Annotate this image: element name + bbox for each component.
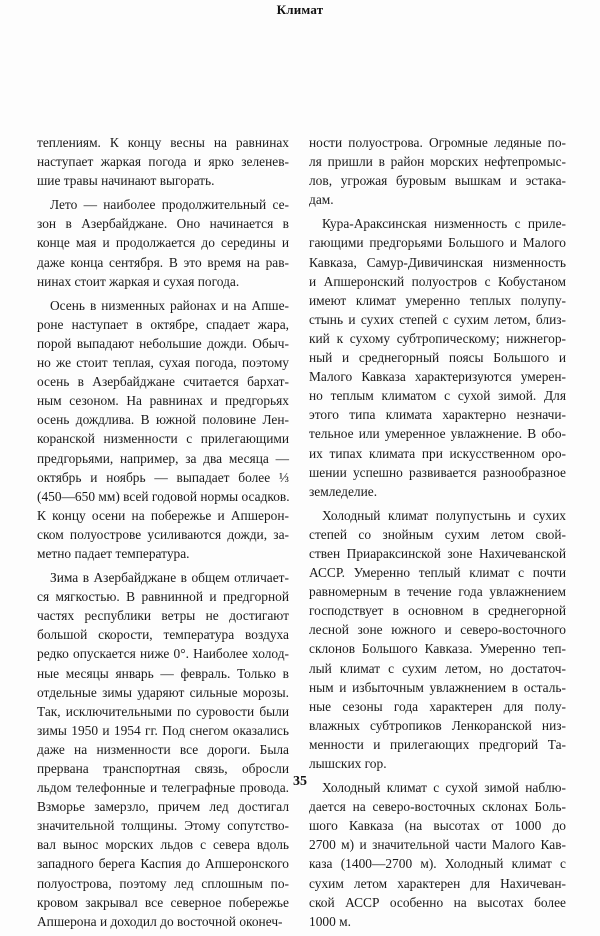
text-line: даже конца сентября. В это время на рав- (37, 254, 289, 270)
text-line: лов, угрожая буровым вышкам и эстака- (309, 173, 566, 189)
text-line: земледелие. (309, 483, 378, 499)
paragraph (37, 133, 289, 190)
text-line: ском полуострове усиливаются дожди, за- (37, 526, 289, 542)
text-line: полуострова, поэтому лед сплошным по- (37, 875, 289, 891)
text-line: менности и прилегающих предгорий Та- (309, 736, 566, 752)
text-line: Холодный климат полупустынь и сухих (322, 507, 566, 523)
text-line: большой скорости, температура воздуха (37, 627, 289, 643)
text-line: нинах стоит жаркая и сухая погода. (37, 273, 240, 289)
text-line: ные сезоны года характерен для полу- (309, 698, 566, 714)
text-line: шие травы начинают выгорать. (37, 173, 215, 189)
text-line: ся мягкостью. В равнинной и предгорной (37, 589, 289, 605)
text-line: стынь и сухих степей с сухим летом, близ- (309, 311, 566, 327)
text-line: влажных субтропиков Ленкоранской низ- (309, 717, 566, 733)
text-line: склонов Большого Кавказа. Умеренно теп- (309, 641, 566, 657)
text-line: наступает жаркая погода и ярко зеленев- (37, 154, 289, 170)
text-line: этого типа климата характерно незначи- (309, 407, 566, 423)
text-line: западного берега Каспия до Апшеронского (37, 856, 289, 872)
text-line: вал вынос морских льдов с севера вдоль (37, 837, 289, 853)
text-line: Зима в Азербайджане в общем отличает- (50, 570, 289, 586)
text-line: кий к сухому субтропическому; нижнегор- (309, 330, 566, 346)
text-line: даже на низменности все дороги. Была (37, 741, 289, 757)
text-line: тельное или умеренное увлажнение. В обо- (309, 426, 566, 442)
paragraph (309, 214, 566, 500)
text-line: АССР. Умеренно теплый климат с почти (309, 565, 566, 581)
text-line: лышских гор. (309, 756, 387, 771)
text-line: Кура-Араксинская низменность с приле- (322, 216, 566, 232)
text-line: Так, исключительными по суровости были (37, 703, 289, 719)
left-column (37, 133, 289, 936)
text-line: Апшерона и доходил до восточной оконеч- (37, 913, 283, 929)
text-line: лесной зоне южного и северо-восточного (309, 622, 566, 638)
text-line: Холодный климат с сухой зимой наблю- (322, 780, 566, 796)
text-line: Взморье замерзло, причем лед достигал (37, 799, 289, 815)
text-line: гающими предгорьями Большого и Малого (309, 235, 566, 251)
text-line: шого Кавказа (на высотах от 1000 до (309, 818, 566, 834)
text-line: сухим летом характерен для Нахичеван- (309, 875, 566, 891)
text-line: октябрь и ноябрь — выпадает более ⅓ (37, 469, 289, 485)
paragraph (309, 133, 566, 209)
text-line: но же стоит теплая, сухая погода, поэтому (37, 355, 289, 371)
text-line: ля пришли в район морских нефтепромыс- (309, 154, 566, 170)
text-line: и Апшеронский полуостров с Кобустаном (309, 273, 566, 289)
text-line: значительной толщины. Этому сопутство- (37, 818, 289, 834)
paragraph (37, 296, 289, 563)
text-line: их типах климата при искусственном оро- (309, 445, 566, 461)
running-head: Климат (276, 2, 324, 17)
text-line: ные месяцы январь — февраль. Только в (37, 665, 289, 681)
right-column (309, 133, 566, 936)
text-line: имеют климат умеренно теплых полупу- (309, 292, 566, 308)
text-line: дам. (309, 192, 334, 208)
text-line: прервана транспортная связь, обросли (37, 761, 289, 776)
text-line: Осень в низменных районах и на Апше- (50, 297, 289, 313)
text-line: редко опускается ниже 0°. Наиболее холод- (37, 646, 289, 662)
text-line: но теплым климатом с сухой зимой. Для (309, 388, 566, 404)
text-line: теплениям. К концу весны на равнинах (37, 135, 289, 150)
text-line: степей со знойным сухим летом свой- (309, 526, 566, 542)
text-line: 1000 м. (309, 913, 351, 929)
text-line: ствен Приараксинской зоне Нахичеванской (309, 545, 566, 561)
text-line: зон в Азербайджане. Оно начинается в (37, 216, 289, 232)
text-line: (450—650 мм) всей годовой нормы осадков. (37, 488, 290, 504)
text-line: Кавказа, Самур-Дивичинская низменность (309, 254, 566, 270)
text-line: ный и среднегорный поясы Большого и (309, 350, 566, 366)
text-line: зимы 1950 и 1954 гг. Под снегом оказались (37, 722, 289, 738)
text-line: шении успешно развивается разнообразное (309, 464, 566, 480)
paragraph (37, 195, 289, 290)
text-line: осень в Азербайджане считается бархат- (37, 374, 289, 390)
text-line: порой выпадают небольшие дожди. Обыч- (37, 335, 289, 351)
text-line: частях республики ветры не достигают (37, 608, 289, 624)
text-line: метно падает температура. (37, 545, 190, 561)
text-line: конце мая и продолжается до середины и (37, 235, 289, 251)
text-line: коранской низменности с прилегающими (37, 431, 289, 447)
paragraph (37, 568, 289, 931)
text-line: ности полуострова. Огромные ледяные по- (309, 135, 566, 150)
text-line: осень дождлива. В южной половине Лен- (37, 412, 289, 428)
text-line: каза (1400—2700 м). Холодный климат с (309, 856, 566, 872)
text-line: господствует в основном в среднегорной (309, 603, 566, 619)
page-number: 35 (293, 774, 307, 789)
text-line: ской АССР особенно на высотах более (309, 894, 566, 910)
text-line: 2700 м) и значительной части Малого Кав- (309, 837, 566, 853)
text-line: льдом телефонные и телеграфные провода. (37, 780, 289, 796)
paragraph (309, 778, 566, 931)
text-line: дается на северо-восточных склонах Боль- (309, 799, 566, 815)
text-line: кровом закрывал все северное побережье (37, 894, 289, 910)
text-line: предгорьями, например, за два месяца — (37, 450, 289, 466)
text-line: ным сезоном. На равнинах и предгорьях (37, 393, 289, 409)
paragraph (309, 506, 566, 773)
text-line: ным и избыточным увлажнением в осталь- (309, 679, 566, 695)
text-line: К концу осени на побережье и Апшерон- (37, 507, 289, 523)
text-line: лый климат с сухим летом, но достаточ- (309, 660, 566, 676)
text-line: отдельные зимы ударяют сильные морозы. (37, 684, 289, 700)
text-line: Малого Кавказа характеризуются умерен- (309, 369, 566, 385)
text-line: равномерным в течение года увлажнением (309, 584, 566, 600)
text-line: роне наступает в октябре, спадает жара, (37, 316, 289, 332)
text-line: Лето — наиболее продолжительный се- (50, 197, 289, 213)
